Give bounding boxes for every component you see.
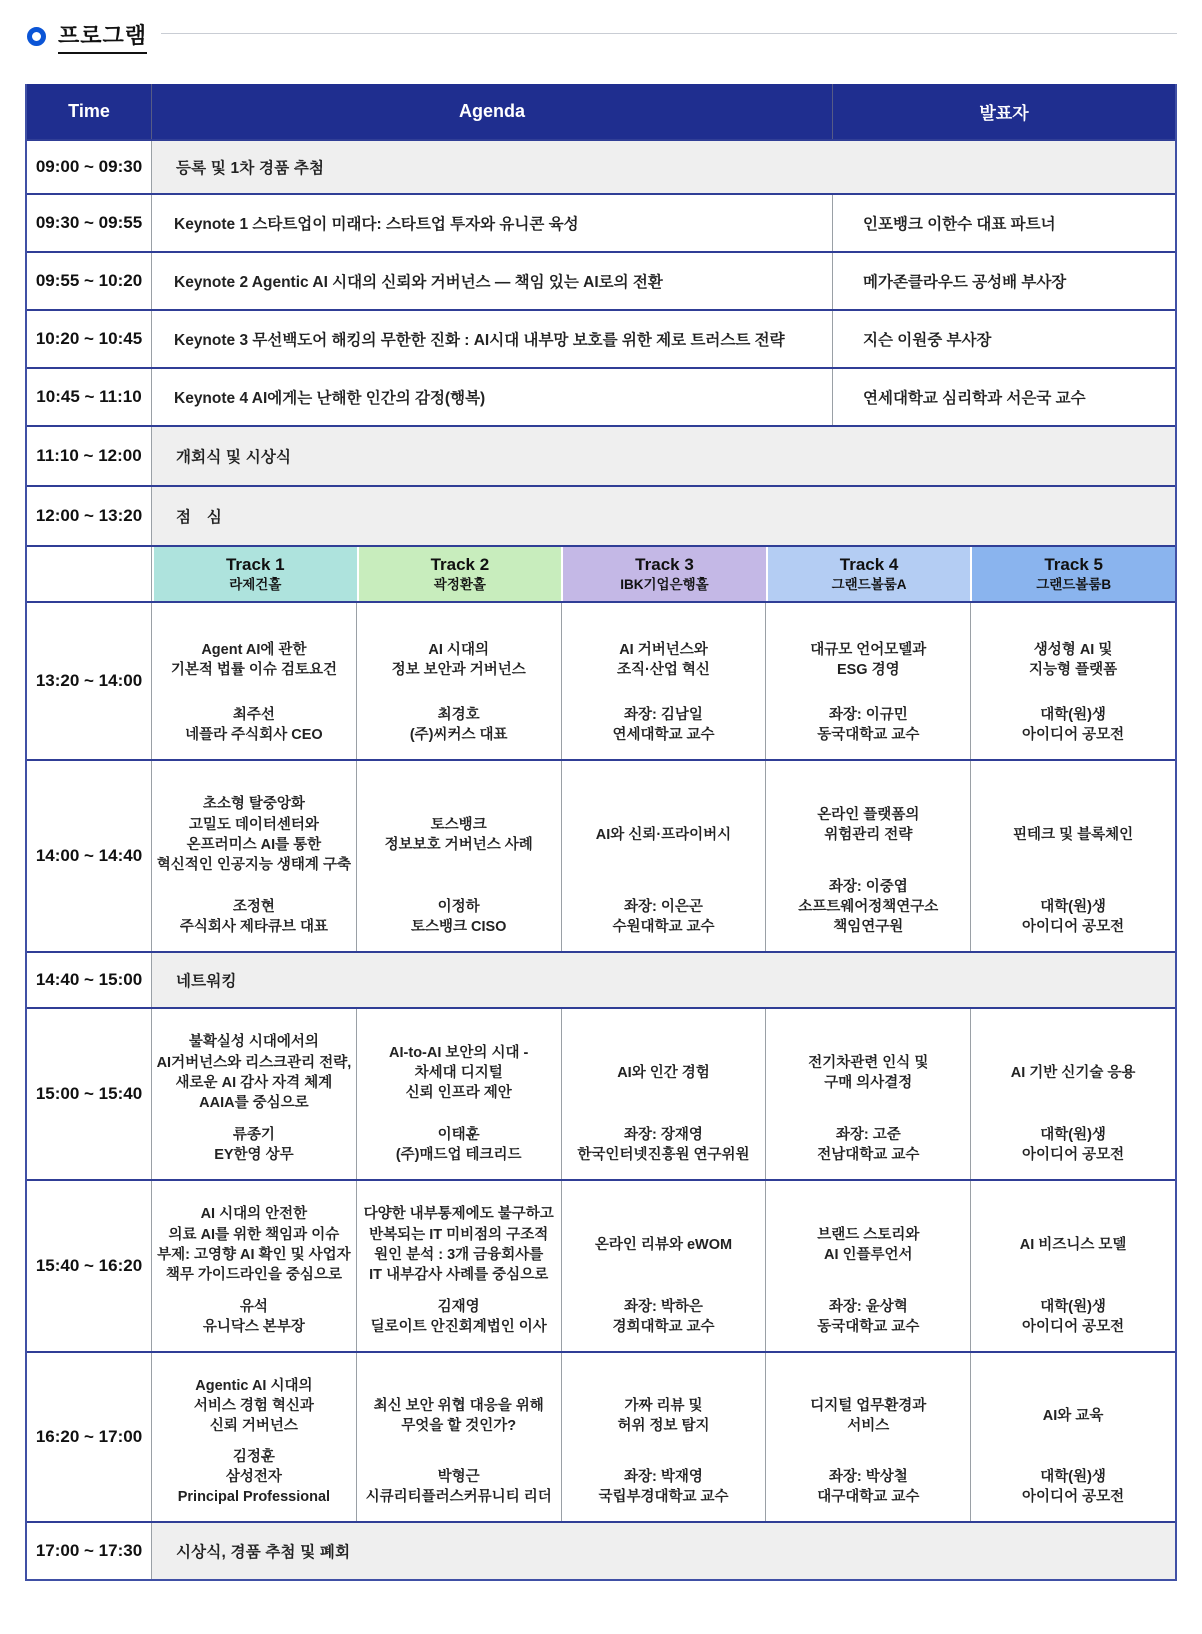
session-title: 다양한 내부통제에도 불구하고 반복되는 IT 미비점의 구조적 원인 분석 : 3개 금융회사를 IT 내부감사 사례를 중심으로 [363, 1206, 554, 1284]
schedule-row-sessions [27, 601, 1175, 759]
track-name: Track 3 [635, 555, 694, 575]
session-title: Agentic AI 시대의 서비스 경험 혁신과 신뢰 거버넌스 [193, 1377, 314, 1435]
track-header [766, 547, 971, 601]
session-speaker: 최주선 네플라 주식회사 CEO [185, 707, 323, 743]
session-cell [357, 761, 562, 951]
session-cell [971, 1181, 1175, 1351]
keynote-agenda-cell: Keynote 1 스타트업이 미래다: 스타트업 투자와 유니콘 육성 [152, 195, 833, 251]
time-cell: 09:00 ~ 09:30 [27, 141, 152, 193]
schedule-row-simple [27, 425, 1175, 485]
track-name: Track 1 [225, 555, 285, 575]
session-speaker: 이태훈 (주)매드업 테크리드 [395, 1127, 522, 1163]
time-cell: 14:00 ~ 14:40 [27, 761, 152, 951]
track-name: Track 5 [1044, 555, 1103, 575]
session-speaker: 조정현 주식회사 제타큐브 대표 [179, 899, 328, 935]
session-speaker: 좌장: 박하은 경희대학교 교수 [612, 1299, 715, 1335]
session-title: AI 거버넌스와 조직·산업 혁신 [617, 641, 710, 678]
session-cell [562, 603, 767, 759]
session-cell [152, 1009, 357, 1179]
session-speaker: 좌장: 이규민 동국대학교 교수 [817, 707, 920, 743]
session-cell [766, 1353, 971, 1521]
table-header-row [27, 84, 1175, 139]
track-header [152, 547, 357, 601]
schedule-row-sessions [27, 1351, 1175, 1521]
session-speaker: 좌장: 이은곤 수원대학교 교수 [612, 899, 715, 935]
session-title: 생성형 AI 및 지능형 플랫폼 [1029, 641, 1118, 678]
session-title: AI 비즈니스 모델 [1019, 1236, 1127, 1253]
session-title: 불확실성 시대에서의 AI거버넌스와 리스크관리 전략, 새로운 AI 감사 자격 체계 AAIA를 중심으로 [156, 1034, 352, 1112]
session-cell [766, 1009, 971, 1179]
session-title: 토스뱅크 정보보호 거버넌스 사례 [384, 816, 533, 853]
schedule-row-simple [27, 951, 1175, 1007]
session-speaker: 좌장: 윤상혁 동국대학교 교수 [817, 1299, 920, 1335]
event-cell: 점 심 [152, 487, 1175, 545]
title-rule [161, 33, 1177, 34]
session-speaker: 대학(원)생 아이디어 공모전 [1022, 899, 1125, 935]
session-speaker: 김정훈 삼성전자 Principal Professional [177, 1449, 331, 1505]
header-presenter: 발표자 [979, 104, 1029, 123]
schedule-row-keynote [27, 251, 1175, 309]
schedule-row-simple [27, 485, 1175, 545]
session-cell [152, 1181, 357, 1351]
session-title: 디지털 업무환경과 서비스 [810, 1397, 927, 1434]
session-speaker: 좌장: 박재영 국립부경대학교 교수 [598, 1469, 729, 1505]
session-title: 초소형 탈중앙화 고밀도 데이터센터와 온프러미스 AI를 통한 혁신적인 인공지능 생태계 구축 [156, 796, 351, 874]
session-speaker: 좌장: 장재영 한국인터넷진흥원 연구위원 [577, 1127, 750, 1163]
session-cell [971, 1353, 1175, 1521]
time-cell: 09:55 ~ 10:20 [27, 253, 152, 309]
schedule-row-sessions [27, 1007, 1175, 1179]
session-cell [971, 603, 1175, 759]
session-cell [357, 1181, 562, 1351]
keynote-agenda-cell: Keynote 2 Agentic AI 시대의 신뢰와 거버넌스 — 책임 있는 AI로의 전환 [152, 253, 833, 309]
keynote-agenda-cell: Keynote 3 무선백도어 해킹의 무한한 진화 : AI시대 내부망 보호를 위한 제로 트러스트 전략 [152, 311, 833, 367]
session-speaker: 유석 유니닥스 본부장 [202, 1299, 305, 1335]
session-speaker: 김재영 딜로이트 안진회계법인 이사 [370, 1299, 547, 1335]
session-speaker: 류종기 EY한영 상무 [214, 1127, 294, 1163]
session-title: Agent AI에 관한 기본적 법률 이슈 검토요건 [170, 641, 337, 678]
session-title: 온라인 플랫폼의 위험관리 전략 [817, 806, 920, 843]
track-room-label: IBK기업은행홀 [620, 577, 709, 593]
session-speaker: 대학(원)생 아이디어 공모전 [1022, 1299, 1125, 1335]
session-title: AI와 교육 [1042, 1407, 1104, 1424]
session-cell [152, 761, 357, 951]
session-title: 브랜드 스토리와 AI 인플루언서 [817, 1226, 920, 1263]
time-cell: 10:45 ~ 11:10 [27, 369, 152, 425]
session-title: AI 기반 신기술 응용 [1010, 1064, 1136, 1081]
schedule-row-simple [27, 1521, 1175, 1579]
track-header [357, 547, 562, 601]
session-cell [766, 761, 971, 951]
keynote-presenter-cell: 인포뱅크 이한수 대표 파트너 [833, 195, 1175, 251]
header-time: Time [27, 84, 152, 139]
session-cell [562, 1353, 767, 1521]
session-speaker: 이정하 토스뱅크 CISO [410, 899, 507, 935]
session-title: 핀테크 및 블록체인 [1013, 826, 1134, 843]
session-title: AI와 인간 경험 [617, 1064, 710, 1081]
session-cell [357, 603, 562, 759]
schedule-row-keynote [27, 367, 1175, 425]
header-agenda: Agenda [152, 84, 833, 139]
schedule-row-keynote [27, 193, 1175, 251]
time-cell: 14:40 ~ 15:00 [27, 953, 152, 1007]
session-title: 전기차관련 인식 및 구매 의사결정 [808, 1054, 929, 1091]
session-title: 최신 보안 위협 대응을 위해 무엇을 할 것인가? [373, 1397, 544, 1434]
session-title: 온라인 리뷰와 eWOM [594, 1236, 733, 1253]
session-cell [766, 1181, 971, 1351]
event-cell: 시상식, 경품 추첨 및 폐회 [152, 1523, 1175, 1579]
time-cell: 11:10 ~ 12:00 [27, 427, 152, 485]
event-cell: 개회식 및 시상식 [152, 427, 1175, 485]
track-room-label: 라제건홀 [229, 577, 282, 593]
session-title: AI 시대의 안전한 의료 AI를 위한 책임과 이슈 부제: 고영향 AI 확인 및 사업자 책무 가이드라인을 중심으로 [157, 1206, 351, 1284]
keynote-presenter-cell: 메가존클라우드 공성배 부사장 [833, 253, 1175, 309]
track-room-label: 그랜드볼룸A [831, 577, 907, 593]
session-title: 가짜 리뷰 및 허위 정보 탐지 [617, 1397, 710, 1434]
time-cell: 09:30 ~ 09:55 [27, 195, 152, 251]
time-cell: 15:00 ~ 15:40 [27, 1009, 152, 1179]
session-speaker: 좌장: 김남일 연세대학교 교수 [612, 707, 715, 743]
session-cell [562, 761, 767, 951]
session-cell [562, 1009, 767, 1179]
session-title: AI와 신뢰·프라이버시 [595, 826, 732, 843]
track-name: Track 2 [430, 555, 490, 575]
session-speaker: 대학(원)생 아이디어 공모전 [1022, 1469, 1125, 1505]
track-room-label: 곽정환홀 [433, 577, 486, 593]
session-speaker: 좌장: 박상철 대구대학교 교수 [817, 1469, 920, 1505]
keynote-presenter-cell: 연세대학교 심리학과 서은국 교수 [833, 369, 1175, 425]
track-header-spacer [27, 547, 152, 601]
session-speaker: 대학(원)생 아이디어 공모전 [1022, 707, 1125, 743]
program-bullet-icon [27, 27, 46, 46]
section-header [27, 18, 1177, 54]
session-cell [357, 1353, 562, 1521]
keynote-presenter-cell: 지슨 이원중 부사장 [833, 311, 1175, 367]
session-title: AI-to-AI 보안의 시대 - 차세대 디지털 신뢰 인프라 제안 [389, 1044, 529, 1102]
session-speaker: 최경호 (주)씨커스 대표 [409, 707, 508, 743]
schedule-row-simple [27, 139, 1175, 193]
session-cell [971, 1009, 1175, 1179]
page-title: 프로그램 [58, 19, 147, 54]
track-name: Track 4 [839, 555, 899, 575]
schedule-row-sessions [27, 1179, 1175, 1351]
session-cell [971, 761, 1175, 951]
track-header [561, 547, 766, 601]
time-cell: 10:20 ~ 10:45 [27, 311, 152, 367]
session-title: AI 시대의 정보 보안과 거버넌스 [391, 641, 526, 678]
schedule-row-sessions [27, 759, 1175, 951]
track-header [970, 547, 1175, 601]
schedule-table [25, 84, 1177, 1581]
session-cell [562, 1181, 767, 1351]
time-cell: 16:20 ~ 17:00 [27, 1353, 152, 1521]
session-cell [357, 1009, 562, 1179]
schedule-row-trackhead [27, 545, 1175, 601]
session-cell [152, 1353, 357, 1521]
session-speaker: 박형근 시큐리티플러스커뮤니티 리더 [365, 1469, 552, 1505]
schedule-row-keynote [27, 309, 1175, 367]
event-cell: 등록 및 1차 경품 추첨 [152, 141, 1175, 193]
session-cell [152, 603, 357, 759]
session-speaker: 좌장: 이중엽 소프트웨어정책연구소 책임연구원 [798, 879, 939, 935]
time-cell: 17:00 ~ 17:30 [27, 1523, 152, 1579]
session-speaker: 대학(원)생 아이디어 공모전 [1022, 1127, 1125, 1163]
keynote-agenda-cell: Keynote 4 AI에게는 난해한 인간의 감정(행복) [152, 369, 833, 425]
time-cell: 12:00 ~ 13:20 [27, 487, 152, 545]
session-title: 대규모 언어모델과 ESG 경영 [810, 641, 927, 678]
event-cell: 네트워킹 [152, 953, 1175, 1007]
time-cell: 15:40 ~ 16:20 [27, 1181, 152, 1351]
session-speaker: 좌장: 고준 전남대학교 교수 [817, 1127, 920, 1163]
track-room-label: 그랜드볼룸B [1036, 577, 1112, 593]
session-cell [766, 603, 971, 759]
time-cell: 13:20 ~ 14:00 [27, 603, 152, 759]
